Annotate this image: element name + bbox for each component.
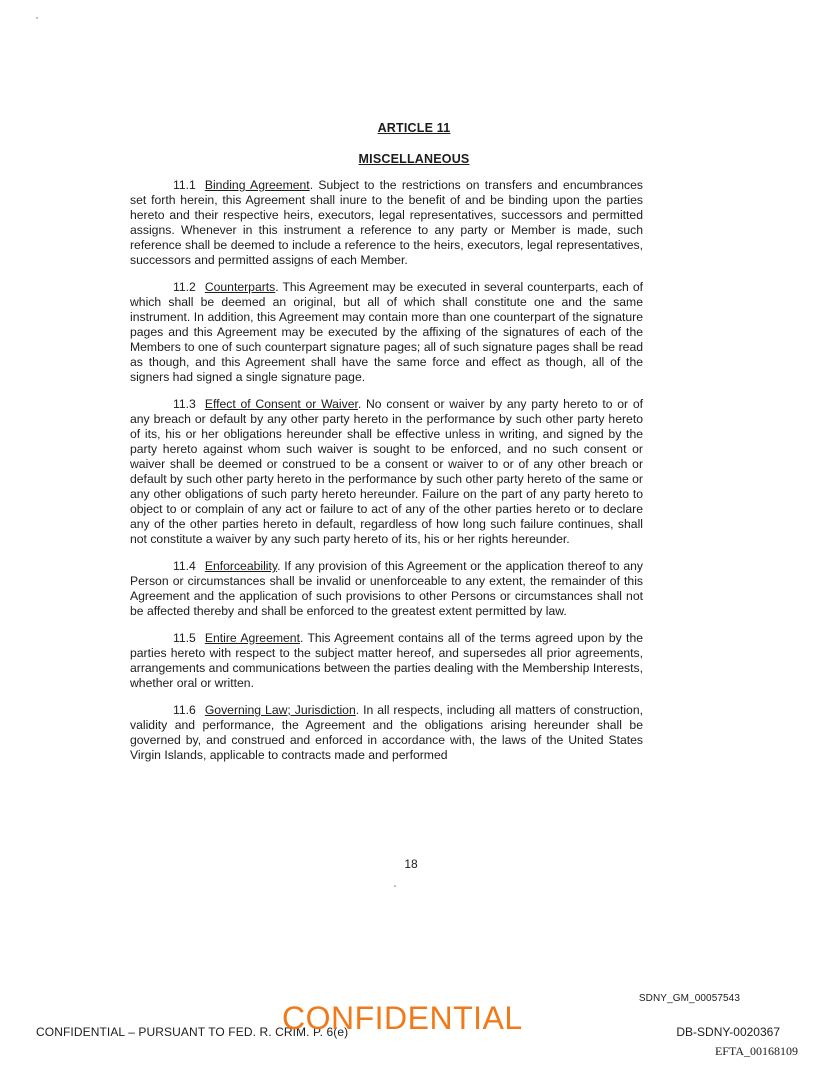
confidential-stamp: CONFIDENTIAL [282, 1000, 523, 1036]
section-text: . This Agreement contains all of the terms agreed upon by the parties hereto with respect to the subject matter hereof, and supersedes all prior agreements, arrangements and communications between the parties dealing with the Membership Interests, whether oral or written. [130, 631, 643, 690]
section-title: Governing Law; Jurisdiction [204, 703, 356, 717]
page-number: 18 [404, 857, 418, 871]
scan-speck [394, 885, 396, 887]
section-number: 11.2 [173, 280, 196, 294]
section-title: Effect of Consent or Waiver [204, 397, 358, 411]
section-11-5 [130, 631, 643, 691]
section-11-6 [130, 703, 643, 763]
section-11-3 [130, 397, 643, 547]
confidential-footer: CONFIDENTIAL – PURSUANT TO FED. R. CRIM. P. 6(e) [36, 1025, 349, 1039]
article-number: ARTICLE 11 [377, 121, 451, 135]
section-11-1 [130, 178, 643, 268]
article-title: MISCELLANEOUS [358, 152, 470, 166]
section-number: 11.5 [173, 631, 196, 645]
article-body [130, 178, 643, 775]
section-number: 11.4 [173, 559, 196, 573]
section-title: Entire Agreement [204, 631, 300, 645]
bates-number: SDNY_GM_00057543 [638, 993, 740, 1004]
section-11-4 [130, 559, 643, 619]
section-11-2 [130, 280, 643, 385]
scan-speck [36, 17, 38, 19]
section-title: Enforceability [204, 559, 278, 573]
section-number: 11.6 [173, 703, 196, 717]
section-title: Binding Agreement [204, 178, 310, 192]
section-text: . No consent or waiver by any party hereto to or of any breach or default by any other party hereto in the performance by such other party hereto of its, his or her obligations hereunder shall be effective unless in writing, and signed by the party hereto against whom such waiver is sought to be enforced, and no such consent or waiver shall be deemed or construed to be a consent or waiver to or of any other breach or default by such other party hereto in the performance by such other party hereto of the same or any other obligations of such party hereto hereunder. Failure on the part of any party hereto to object to or complain of any act or failure to act of any of the other parties hereto or to declare any of the other parties hereto in default, regardless of how long such failure continues, shall not constitute a waiver by any such party hereto of its, his or her rights hereunder. [130, 397, 643, 546]
control-number: DB-SDNY-0020367 [676, 1025, 780, 1039]
section-title: Counterparts [204, 280, 276, 294]
section-text: . In all respects, including all matters of construction, validity and performance, the Agreement and the obligations arising hereunder shall be governed by, and construed and enforced in accordance with, the laws of the United States Virgin Islands, applicable to contracts made and performed [130, 703, 643, 762]
section-text: . This Agreement may be executed in several counterparts, each of which shall be deemed an original, but all of which shall constitute one and the same instrument. In addition, this Agreement may contain more than one counterpart of the signature pages and this Agreement may be executed by the affixing of the signatures of each of the Members to one of such counterpart signature pages; all of such signature pages shall be read as though, and this Agreement shall have the same force and effect as though, all of the signers had signed a single signature page. [130, 280, 643, 384]
section-text: . If any provision of this Agreement or the application thereof to any Person or circumstances shall be invalid or unenforceable to any extent, the remainder of this Agreement and the application of such provisions to other Persons or circumstances shall not be affected thereby and shall be enforced to the greatest extent permitted by law. [130, 559, 643, 618]
efta-number: EFTA_00168109 [714, 1044, 798, 1058]
section-number: 11.3 [173, 397, 196, 411]
section-number: 11.1 [173, 178, 196, 192]
section-text: . Subject to the restrictions on transfers and encumbrances set forth herein, this Agreement shall inure to the benefit of and be binding upon the parties hereto and their respective heirs, executors, legal representatives, successors and permitted assigns. Whenever in this instrument a reference to any party or Member is made, such reference shall be deemed to include a reference to the heirs, executors, legal representatives, successors and permitted assigns of each Member. [130, 178, 643, 267]
